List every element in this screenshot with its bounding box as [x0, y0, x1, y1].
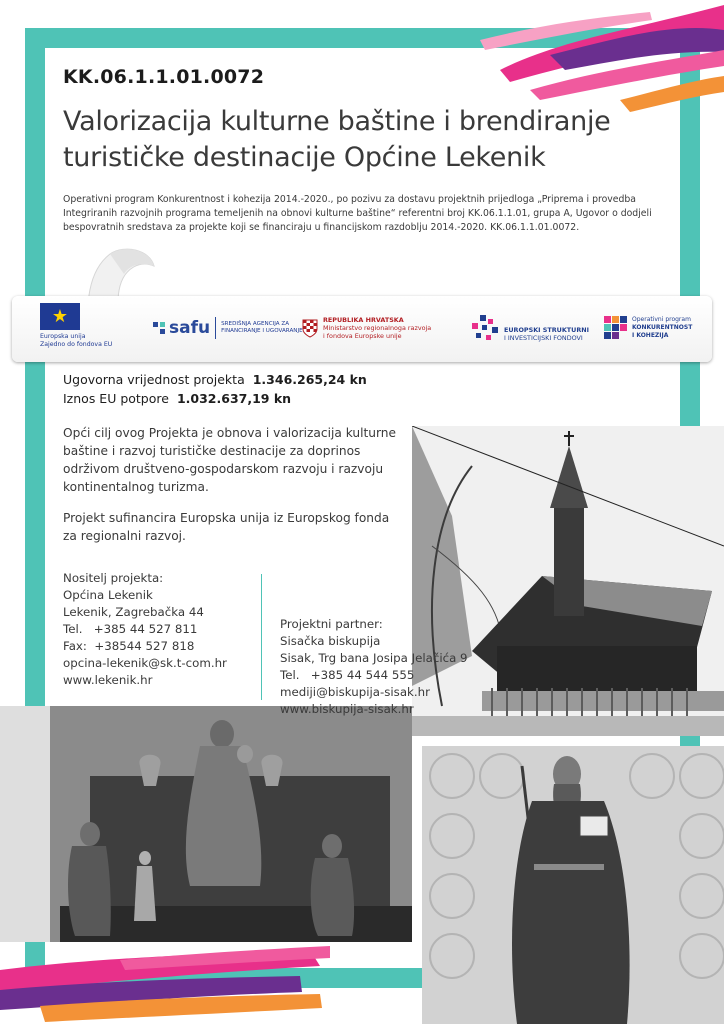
page-title: [63, 104, 663, 176]
project-code: KK.06.1.1.01.0072: [63, 66, 265, 88]
op-konkurentnost-logo: [604, 306, 692, 350]
op-grid-icon: [604, 316, 628, 340]
contract-value-label: Ugovorna vrijednost projekta: [63, 372, 245, 387]
holder-label: Nositelj projekta:: [63, 571, 164, 585]
safu-wordmark: safu: [169, 318, 211, 338]
safu-line-1: SREDIŠNJA AGENCIJA ZA: [221, 320, 290, 327]
esif-logo: [468, 306, 589, 350]
eu-support-label: Iznos EU potpore: [63, 391, 169, 406]
eu-support-amount: 1.032.637,19 kn: [176, 391, 292, 406]
partner-phone: Tel. +385 44 544 555: [280, 668, 415, 682]
funding-line: Projekt sufinancira Europska unija iz Europskog fonda: [63, 511, 390, 525]
goal-paragraph: [63, 424, 396, 496]
goal-line: održivom društveno-gospodarskom razvoju i razvoju: [63, 462, 384, 476]
partner-email[interactable]: mediji@biskupija-sisak.hr: [280, 685, 430, 699]
altar-statues-photo: [0, 706, 412, 942]
esif-squares-icon: [468, 313, 500, 343]
esif-line-2: I INVESTICIJSKI FONDOVI: [504, 334, 583, 342]
esif-line-1: EUROPSKI STRUKTURNI: [504, 326, 589, 334]
holder-phone: Tel. +385 44 527 811: [63, 622, 198, 636]
croatian-coat-of-arms-icon: [302, 318, 318, 338]
contact-divider: [261, 574, 262, 700]
brush-strokes-top: [470, 0, 724, 120]
croatia-ministry-logo: [302, 306, 431, 350]
op-line-2: KONKURENTNOST: [632, 324, 693, 331]
safu-divider: [215, 317, 216, 339]
holder-name: Općina Lekenik: [63, 588, 153, 602]
safu-symbol-icon: [152, 321, 166, 335]
partner-contact: [280, 616, 468, 718]
intro-paragraph: Operativni program Konkurentnost i kohezija 2014.-2020., po pozivu za dostavu projektnih prijedloga „Priprema i provedba Integriranih razvojnih programa temeljenih na obnovi kulturne baštine“ referentni broj KK.06.1.1.01, grupa A, Ugovor o dodjeli bespovratnih sredstava za projekte koji se financiraju u financijskom razdoblju 2014.-2020. KK.06.1.1.01.0072.: [63, 194, 652, 233]
eu-logo: [40, 303, 112, 347]
safu-line-2: FINANCIRANJE I UGOVARANJE: [221, 328, 303, 334]
funding-line: za regionalni razvoj.: [63, 529, 186, 543]
holder-email[interactable]: opcina-lekenik@sk.t-com.hr: [63, 656, 227, 670]
partner-address: Sisak, Trg bana Josipa Jelačića 9: [280, 651, 468, 665]
holder-website[interactable]: www.lekenik.hr: [63, 673, 153, 687]
funding-paragraph: [63, 509, 389, 545]
partner-name: Sisačka biskupija: [280, 634, 381, 648]
brush-strokes-bottom: [0, 930, 330, 1024]
safu-logo: [152, 306, 303, 350]
ministry-line-3: i fondova Europske unije: [323, 332, 402, 340]
eu-logo-line-1: Europska unija: [40, 333, 86, 340]
eu-support-row: [63, 391, 291, 406]
holder-contact: [63, 570, 227, 689]
eu-flag-icon: ★: [40, 303, 80, 330]
contract-value-row: [63, 372, 367, 387]
ministry-line-2: Ministarstvo regionalnoga razvoja: [323, 324, 432, 332]
ministry-line-1: REPUBLIKA HRVATSKA: [323, 316, 404, 324]
eu-logo-line-2: Zajedno do fondova EU: [40, 340, 113, 348]
goal-line: kontinentalnog turizma.: [63, 480, 209, 494]
goal-line: baštine i razvoj turističke destinacije za doprinos: [63, 444, 361, 458]
holder-fax: Fax: +38544 527 818: [63, 639, 195, 653]
goal-line: Opći cilj ovog Projekta je obnova i valorizacija kulturne: [63, 426, 397, 440]
holder-address: Lekenik, Zagrebačka 44: [63, 605, 204, 619]
contract-value-amount: 1.346.265,24 kn: [252, 372, 367, 387]
partner-label: Projektni partner:: [280, 617, 383, 631]
title-line-1: Valorizacija kulturne baštine i brendiranje: [63, 106, 611, 137]
op-line-3: I KOHEZIJA: [632, 332, 669, 339]
saint-statue-photo: [422, 746, 724, 1024]
title-line-2: turističke destinacije Općine Lekenik: [63, 142, 546, 173]
op-line-1: Operativni program: [632, 316, 691, 323]
partner-website[interactable]: www.biskupija-sisak.hr: [280, 702, 414, 716]
